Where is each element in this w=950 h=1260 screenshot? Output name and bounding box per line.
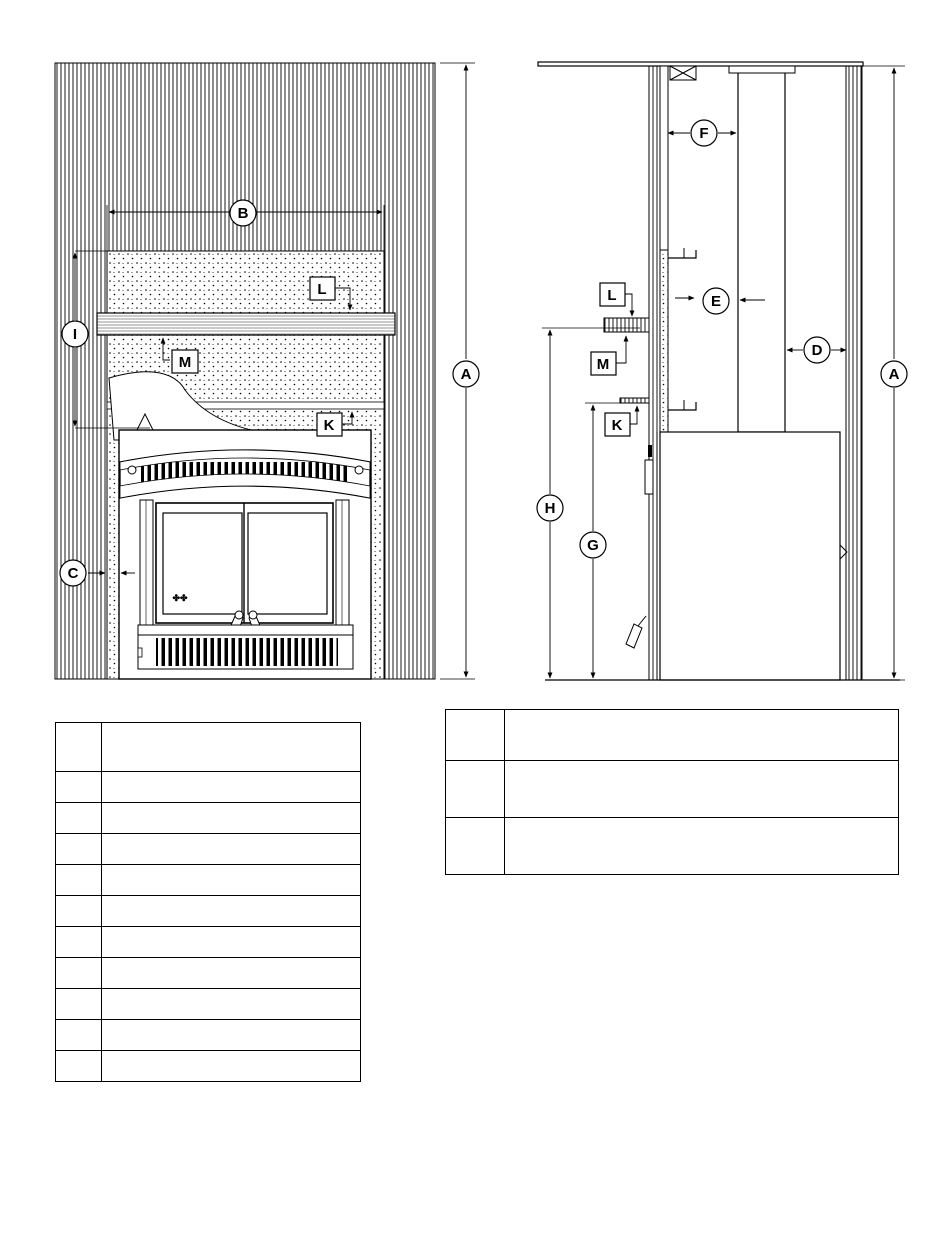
clearance-table-right xyxy=(445,709,899,875)
table-cell-key xyxy=(56,1020,102,1051)
label-b-front: B xyxy=(237,205,249,222)
table-cell-value xyxy=(102,1051,361,1082)
table-cell-key xyxy=(56,834,102,865)
table-row xyxy=(446,818,899,875)
table-row xyxy=(56,723,361,772)
table-row xyxy=(56,834,361,865)
table-row xyxy=(56,1020,361,1051)
table-cell-value xyxy=(102,927,361,958)
table-cell-key xyxy=(56,989,102,1020)
label-h-side: H xyxy=(544,500,556,517)
label-f-side: F xyxy=(699,125,709,142)
clearance-table-left xyxy=(55,722,361,1082)
front-view xyxy=(55,63,479,679)
label-g-side: G xyxy=(587,537,599,554)
label-k-front: K xyxy=(323,417,335,434)
table-cell-key xyxy=(56,803,102,834)
label-c-front: C xyxy=(67,565,79,582)
chimney-flue xyxy=(738,72,785,432)
table-cell-value xyxy=(102,723,361,772)
table-row xyxy=(56,803,361,834)
table-row xyxy=(56,772,361,803)
table-cell-value xyxy=(102,896,361,927)
table-cell-value xyxy=(505,818,899,875)
label-m-front: M xyxy=(178,354,192,371)
table-row xyxy=(56,927,361,958)
label-a-front: A xyxy=(460,366,472,383)
side-rear-wall xyxy=(846,66,862,680)
side-front-wall xyxy=(649,66,660,680)
label-a-side: A xyxy=(888,366,900,383)
side-view xyxy=(537,62,907,680)
table-cell-value xyxy=(102,865,361,896)
table-cell-key xyxy=(56,723,102,772)
table-cell-key xyxy=(446,818,505,875)
table-cell-value xyxy=(102,958,361,989)
table-cell-key xyxy=(56,1051,102,1082)
table-cell-value xyxy=(102,772,361,803)
label-i-front: I xyxy=(72,326,78,343)
table-cell-value xyxy=(102,1020,361,1051)
table-cell-key xyxy=(56,958,102,989)
label-k-side: K xyxy=(611,417,623,434)
table-row xyxy=(56,989,361,1020)
label-d-side: D xyxy=(811,342,823,359)
label-m-side: M xyxy=(596,356,610,373)
label-l-front: L xyxy=(317,281,327,298)
table-cell-value xyxy=(505,761,899,818)
table-cell-key xyxy=(56,772,102,803)
side-insert-body xyxy=(660,432,840,680)
label-l-side: L xyxy=(607,287,617,304)
table-cell-key xyxy=(446,761,505,818)
table-row xyxy=(56,1051,361,1082)
table-cell-value xyxy=(505,710,899,761)
table-row xyxy=(446,710,899,761)
table-cell-value xyxy=(102,834,361,865)
table-cell-key xyxy=(56,865,102,896)
table-cell-value xyxy=(102,803,361,834)
table-cell-value xyxy=(102,989,361,1020)
table-row xyxy=(56,896,361,927)
label-e-side: E xyxy=(710,293,722,310)
table-cell-key xyxy=(56,927,102,958)
fireplace-insert xyxy=(119,430,371,679)
table-cell-key xyxy=(56,896,102,927)
ceiling xyxy=(538,62,863,66)
table-row xyxy=(56,865,361,896)
svg-text:✤✤: ✤✤ xyxy=(172,593,188,603)
table-cell-key xyxy=(446,710,505,761)
table-row xyxy=(56,958,361,989)
table-row xyxy=(446,761,899,818)
